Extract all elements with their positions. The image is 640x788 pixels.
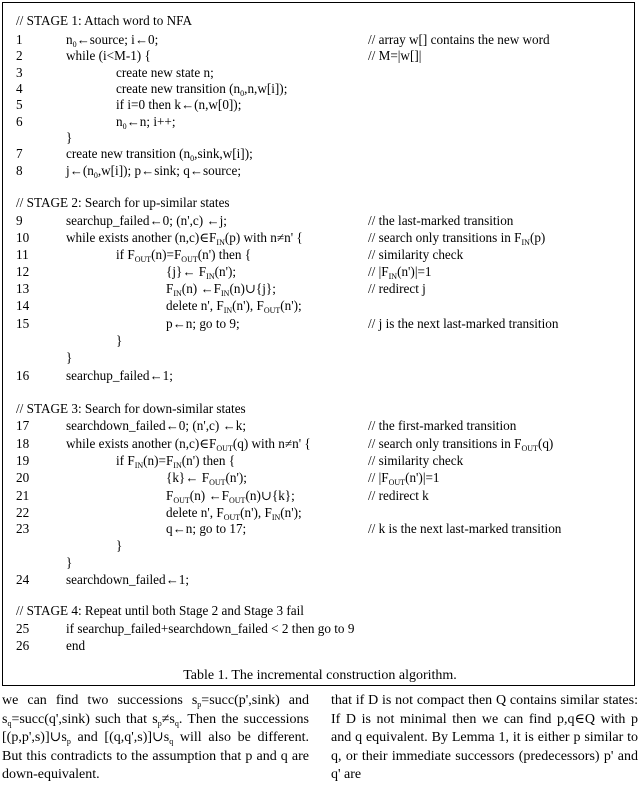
body-text-right-column — [331, 692, 638, 785]
line-number: 10 — [16, 230, 30, 245]
stage3-header: // STAGE 3: Search for down-similar states — [16, 401, 246, 416]
code-line-14: delete n', $F_{IN}(n')$, $F_{OUT}(n')$; — [166, 298, 302, 315]
code-line-8: $j\leftarrow(n_0,w[i])$; p←sink; q←source; — [66, 163, 242, 180]
table-caption: Table 1. The incremental construction algorithm. — [183, 668, 457, 683]
line-number: 12 — [16, 264, 30, 279]
comment-line-23: // k is the next last-marked transition — [368, 521, 562, 536]
code-line-9: searchup_failed←0; (n',c) ←j; — [66, 213, 227, 228]
code-line-15: p←n; go to 9; — [166, 316, 240, 331]
code-line-18: while exists another $(n,c)\in F_{OUT}(q)$ with n≠n' { — [66, 436, 311, 453]
closing-brace: } — [66, 350, 73, 365]
stage1-header: // STAGE 1: Attach word to NFA — [16, 13, 192, 28]
code-line-3: create new state n; — [116, 65, 214, 80]
line-number: 20 — [16, 470, 30, 485]
code-line-11: if $F_{OUT}(n)=F_{OUT}(n')$ then { — [116, 247, 252, 264]
code-line-26: end — [66, 638, 86, 653]
comment-line-2: // M=|w[]| — [368, 48, 422, 63]
code-line-17: searchdown_failed←0; (n',c) ←k; — [66, 418, 246, 433]
code-line-24: searchdown_failed←1; — [66, 572, 190, 587]
comment-line-18: // search only transitions in $F_{OUT}(q)$ — [368, 436, 554, 453]
line-number: 3 — [16, 65, 23, 80]
comment-line-15: // j is the next last-marked transition — [368, 316, 559, 331]
line-number: 21 — [16, 488, 30, 503]
line-number: 18 — [16, 436, 30, 451]
code-line-1: $n_0\leftarrow source$; i←0; — [66, 32, 159, 49]
code-line-22: delete n', $F_{OUT}(n')$, $F_{IN}(n')$; — [166, 505, 302, 522]
code-line-13: $F_{IN}(n)$ $\leftarrow F_{IN}(n)\cup\{j\}$; — [166, 281, 276, 298]
comment-line-11: // similarity check — [368, 247, 464, 262]
line-number: 16 — [16, 368, 30, 383]
paragraph: we can find two successions $s_p=succ(p',\sin k)$ and $s_q=succ(q',\sin k)$ such that $s_p\ne s_q$. Then the successions $[(p,p',s)]\cup s_p$ and $[(q,q',s)]\cup s_q$ will also be different. But this contradicts to the assumption that p and q are down-equivalent. — [2, 693, 310, 782]
line-number: 17 — [16, 418, 30, 433]
closing-brace: } — [116, 333, 123, 348]
code-line-16: searchup_failed←1; — [66, 368, 173, 383]
line-number: 25 — [16, 621, 30, 636]
line-number: 11 — [16, 247, 29, 262]
line-number: 5 — [16, 97, 23, 112]
line-number: 26 — [16, 638, 30, 653]
code-line-25: if searchup_failed+searchdown_failed < 2 then go to 9 — [66, 621, 355, 636]
paragraph: that if D is not compact then Q contains similar states: If D is not minimal then we can find p,q∈Q with p and q equivalent. By Lemma 1, it is either p similar to q, or their immediate successors (predecessors) p' and q' are — [331, 693, 638, 782]
code-line-2: while (i<M-1) { — [66, 48, 151, 63]
stage4-header: // STAGE 4: Repeat until both Stage 2 and Stage 3 fail — [16, 603, 304, 618]
line-number: 1 — [16, 32, 23, 47]
comment-line-1: // array w[] contains the new word — [368, 32, 550, 47]
line-number: 22 — [16, 505, 30, 520]
line-number: 9 — [16, 213, 23, 228]
code-line-4: create new transition $(n_0,n,w[i])$; — [116, 81, 288, 98]
stage2-header: // STAGE 2: Search for up-similar states — [16, 195, 230, 210]
comment-line-12: // $|F_{IN}(n')|=1$ — [368, 264, 432, 281]
code-line-19: if $F_{IN}(n)=F_{IN}(n')$ then { — [116, 453, 236, 470]
line-number: 6 — [16, 114, 23, 129]
code-line-7: create new transition $(n_0,\sin k,w[i])$; — [66, 146, 253, 163]
comment-line-20: // $|F_{OUT}(n')|=1$ — [368, 470, 440, 487]
comment-line-17: // the first-marked transition — [368, 418, 517, 433]
line-number: 13 — [16, 281, 30, 296]
line-number: 14 — [16, 298, 30, 313]
code-line-6: $n_0\leftarrow n$; i++; — [116, 114, 176, 131]
body-text-left-column — [2, 692, 309, 785]
closing-brace: } — [116, 538, 123, 553]
code-line-12: {j}← $F_{IN}(n')$; — [166, 264, 237, 281]
closing-brace: } — [66, 130, 73, 145]
line-number: 2 — [16, 48, 23, 63]
line-number: 15 — [16, 316, 30, 331]
line-number: 7 — [16, 146, 23, 161]
comment-line-19: // similarity check — [368, 453, 464, 468]
line-number: 8 — [16, 163, 23, 178]
code-line-20: {k}← $F_{OUT}(n')$; — [166, 470, 247, 487]
code-line-23: q←n; go to 17; — [166, 521, 247, 536]
line-number: 19 — [16, 453, 30, 468]
closing-brace: } — [66, 555, 73, 570]
line-number: 24 — [16, 572, 30, 587]
line-number: 23 — [16, 521, 30, 536]
comment-line-9: // the last-marked transition — [368, 213, 514, 228]
comment-line-21: // redirect k — [368, 488, 429, 503]
code-line-10: while exists another $(n,c)\in F_{IN}(p)$ with n≠n' { — [66, 230, 303, 247]
comment-line-13: // redirect j — [368, 281, 426, 296]
line-number: 4 — [16, 81, 23, 96]
code-line-21: $F_{OUT}(n)$ $\leftarrow F_{OUT}(n)\cup\{k\}$; — [166, 488, 295, 505]
comment-line-10: // search only transitions in $F_{IN}(p)$ — [368, 230, 546, 247]
code-line-5: if i=0 then k←(n,w[0]); — [116, 97, 242, 112]
